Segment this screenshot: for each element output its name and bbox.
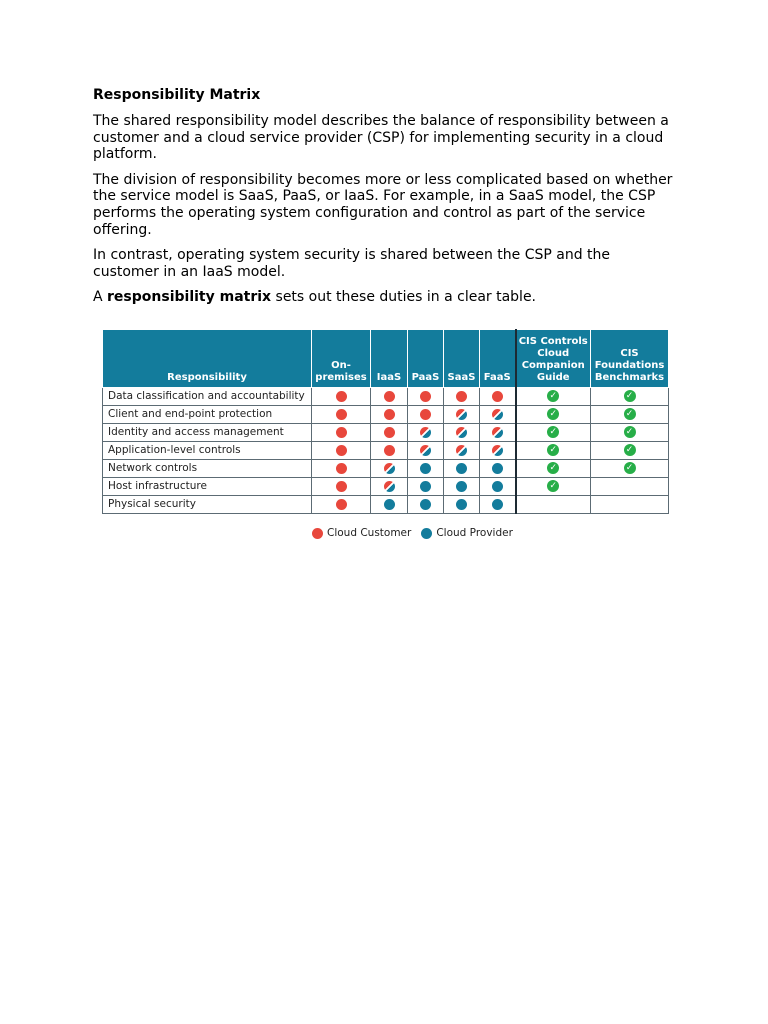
legend-customer-label: Cloud Customer xyxy=(327,527,412,539)
responsibility-label: Network controls xyxy=(103,460,312,478)
legend-item-provider xyxy=(421,527,513,539)
model-cell xyxy=(408,388,444,406)
table-row xyxy=(103,496,669,514)
responsibility-label: Client and end-point protection xyxy=(103,406,312,424)
model-cell xyxy=(371,424,408,442)
provider-dot-icon xyxy=(420,481,431,492)
paragraph-4 xyxy=(93,289,673,306)
shared-dot-icon xyxy=(492,445,503,456)
provider-dot-icon xyxy=(492,499,503,510)
model-cell xyxy=(371,388,408,406)
model-cell xyxy=(371,442,408,460)
header-saas: SaaS xyxy=(444,330,480,388)
customer-dot-icon xyxy=(384,427,395,438)
shared-dot-icon xyxy=(492,409,503,420)
table-row xyxy=(103,406,669,424)
cis-cloud-cell xyxy=(516,478,591,496)
cis-cloud-cell xyxy=(516,406,591,424)
customer-dot-icon xyxy=(336,391,347,402)
model-cell xyxy=(444,424,480,442)
page-title: Responsibility Matrix xyxy=(93,87,261,103)
model-cell xyxy=(408,406,444,424)
customer-dot-icon xyxy=(336,463,347,474)
customer-dot-icon xyxy=(336,409,347,420)
shared-dot-icon xyxy=(420,427,431,438)
provider-dot-icon xyxy=(421,528,432,539)
legend-provider-label: Cloud Provider xyxy=(436,527,513,539)
header-cis-cloud: CIS Controls Cloud Companion Guide xyxy=(516,330,591,388)
model-cell xyxy=(444,388,480,406)
matrix-table xyxy=(102,329,669,514)
header-responsibility: Responsibility xyxy=(103,330,312,388)
provider-dot-icon xyxy=(456,499,467,510)
shared-dot-icon xyxy=(384,463,395,474)
cis-foundations-cell xyxy=(591,388,669,406)
header-faas: FaaS xyxy=(480,330,516,388)
model-cell xyxy=(408,478,444,496)
customer-dot-icon xyxy=(384,409,395,420)
table-row xyxy=(103,388,669,406)
header-cis-foundations: CIS Foundations Benchmarks xyxy=(591,330,669,388)
model-cell xyxy=(371,406,408,424)
matrix-header-row xyxy=(103,330,669,388)
check-icon: ✓ xyxy=(547,444,559,456)
model-cell xyxy=(312,388,371,406)
model-cell xyxy=(371,496,408,514)
provider-dot-icon xyxy=(420,499,431,510)
table-row xyxy=(103,478,669,496)
model-cell xyxy=(444,442,480,460)
model-cell xyxy=(444,478,480,496)
model-cell xyxy=(371,478,408,496)
model-cell xyxy=(480,406,516,424)
model-cell xyxy=(444,406,480,424)
header-iaas: IaaS xyxy=(371,330,408,388)
cis-foundations-cell xyxy=(591,406,669,424)
paragraph-4-post: sets out these duties in a clear table. xyxy=(271,289,537,306)
model-cell xyxy=(480,460,516,478)
model-cell xyxy=(312,478,371,496)
provider-dot-icon xyxy=(456,481,467,492)
paragraph-4-bold: responsibility matrix xyxy=(107,289,272,306)
provider-dot-icon xyxy=(456,463,467,474)
shared-dot-icon xyxy=(456,409,467,420)
shared-dot-icon xyxy=(420,445,431,456)
paragraph-1: The shared responsibility model describes the balance of responsibility between a customer and a cloud service provider (CSP) for implementing security in a cloud platform. xyxy=(93,113,669,163)
customer-dot-icon xyxy=(492,391,503,402)
model-cell xyxy=(480,388,516,406)
model-cell xyxy=(312,496,371,514)
model-cell xyxy=(371,460,408,478)
cis-foundations-cell xyxy=(591,424,669,442)
cis-foundations-cell xyxy=(591,478,669,496)
model-cell xyxy=(480,496,516,514)
check-icon: ✓ xyxy=(624,408,636,420)
model-cell xyxy=(408,496,444,514)
matrix-body xyxy=(103,388,669,514)
model-cell xyxy=(480,442,516,460)
model-cell xyxy=(480,424,516,442)
customer-dot-icon xyxy=(336,499,347,510)
header-paas: PaaS xyxy=(408,330,444,388)
responsibility-label: Physical security xyxy=(103,496,312,514)
check-icon: ✓ xyxy=(547,390,559,402)
provider-dot-icon xyxy=(384,499,395,510)
model-cell xyxy=(408,442,444,460)
model-cell xyxy=(480,478,516,496)
model-cell xyxy=(312,460,371,478)
shared-dot-icon xyxy=(384,481,395,492)
cis-cloud-cell xyxy=(516,424,591,442)
shared-dot-icon xyxy=(456,427,467,438)
responsibility-label: Data classification and accountability xyxy=(103,388,312,406)
customer-dot-icon xyxy=(336,445,347,456)
responsibility-label: Identity and access management xyxy=(103,424,312,442)
shared-dot-icon xyxy=(492,427,503,438)
table-row xyxy=(103,424,669,442)
paragraph-3: In contrast, operating system security is shared between the CSP and the customer in an IaaS model. xyxy=(93,247,611,280)
paragraph-2: The division of responsibility becomes more or less complicated based on whether the service model is SaaS, PaaS, or IaaS. For example, in a SaaS model, the CSP performs the operating system configuration and control as part of the service offering. xyxy=(93,171,673,238)
provider-dot-icon xyxy=(492,481,503,492)
responsibility-label: Host infrastructure xyxy=(103,478,312,496)
model-cell xyxy=(312,424,371,442)
customer-dot-icon xyxy=(336,427,347,438)
shared-dot-icon xyxy=(456,445,467,456)
check-icon: ✓ xyxy=(624,444,636,456)
customer-dot-icon xyxy=(456,391,467,402)
cis-cloud-cell xyxy=(516,442,591,460)
check-icon: ✓ xyxy=(547,408,559,420)
provider-dot-icon xyxy=(420,463,431,474)
cis-foundations-cell xyxy=(591,442,669,460)
model-cell xyxy=(408,460,444,478)
customer-dot-icon xyxy=(384,445,395,456)
check-icon: ✓ xyxy=(624,390,636,402)
provider-dot-icon xyxy=(492,463,503,474)
model-cell xyxy=(444,460,480,478)
table-row xyxy=(103,442,669,460)
cis-cloud-cell xyxy=(516,460,591,478)
customer-dot-icon xyxy=(420,391,431,402)
responsibility-matrix xyxy=(102,329,668,514)
model-cell xyxy=(444,496,480,514)
legend-item-customer xyxy=(312,527,411,539)
cis-foundations-cell xyxy=(591,460,669,478)
check-icon: ✓ xyxy=(624,426,636,438)
cis-foundations-cell xyxy=(591,496,669,514)
responsibility-label: Application-level controls xyxy=(103,442,312,460)
legend xyxy=(312,527,523,539)
check-icon: ✓ xyxy=(547,480,559,492)
customer-dot-icon xyxy=(312,528,323,539)
customer-dot-icon xyxy=(420,409,431,420)
model-cell xyxy=(408,424,444,442)
model-cell xyxy=(312,442,371,460)
cis-cloud-cell xyxy=(516,496,591,514)
document-body xyxy=(93,86,673,315)
check-icon: ✓ xyxy=(547,462,559,474)
check-icon: ✓ xyxy=(624,462,636,474)
cis-cloud-cell xyxy=(516,388,591,406)
model-cell xyxy=(312,406,371,424)
header-onprem: On-premises xyxy=(312,330,371,388)
table-row xyxy=(103,460,669,478)
check-icon: ✓ xyxy=(547,426,559,438)
customer-dot-icon xyxy=(336,481,347,492)
customer-dot-icon xyxy=(384,391,395,402)
paragraph-4-pre: A xyxy=(93,289,108,306)
